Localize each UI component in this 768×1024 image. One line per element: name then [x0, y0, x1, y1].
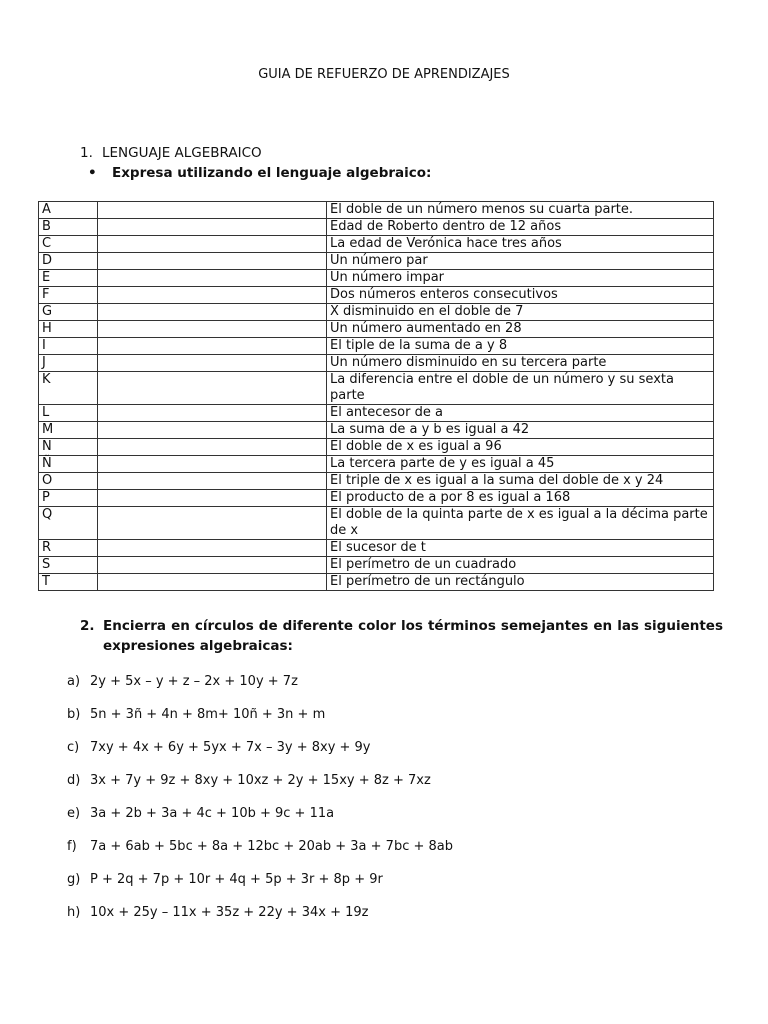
table-row [39, 338, 714, 355]
exercise-label: b) [67, 707, 81, 722]
answer-cell[interactable] [98, 236, 327, 253]
row-description: La suma de a y b es igual a 42 [327, 422, 714, 439]
row-description: La diferencia entre el doble de un número y su sexta parte [327, 372, 714, 405]
answer-cell[interactable] [98, 456, 327, 473]
exercise-label: g) [67, 872, 81, 887]
row-description: El doble de x es igual a 96 [327, 439, 714, 456]
row-letter: H [39, 321, 98, 338]
exercise-expression: 5n + 3ñ + 4n + 8m+ 10ñ + 3n + m [90, 707, 326, 722]
row-letter: D [39, 253, 98, 270]
exercise-item [67, 673, 453, 706]
exercise-item [67, 904, 453, 937]
row-description: Un número par [327, 253, 714, 270]
table-row [39, 422, 714, 439]
row-letter: Ñ [39, 456, 98, 473]
exercise-expression: 3a + 2b + 3a + 4c + 10b + 9c + 11a [90, 806, 335, 821]
algebraic-language-table [38, 201, 714, 591]
exercise-label: h) [67, 905, 81, 920]
bullet-icon: • [88, 165, 97, 181]
row-letter: O [39, 473, 98, 490]
table-row [39, 507, 714, 540]
exercise-expression: 10x + 25y – 11x + 35z + 22y + 34x + 19z [90, 905, 369, 920]
answer-cell[interactable] [98, 304, 327, 321]
row-description: Edad de Roberto dentro de 12 años [327, 219, 714, 236]
answer-cell[interactable] [98, 202, 327, 219]
row-description: El perímetro de un cuadrado [327, 557, 714, 574]
row-letter: A [39, 202, 98, 219]
row-letter: R [39, 540, 98, 557]
exercise-expression: P + 2q + 7p + 10r + 4q + 5p + 3r + 8p + 9r [90, 872, 383, 887]
row-description: El perímetro de un rectángulo [327, 574, 714, 591]
row-letter: M [39, 422, 98, 439]
exercise-item [67, 706, 453, 739]
table-row [39, 253, 714, 270]
table-row [39, 490, 714, 507]
row-letter: I [39, 338, 98, 355]
exercise-item [67, 739, 453, 772]
page-title: GUIA DE REFUERZO DE APRENDIZAJES [258, 67, 510, 82]
table-row [39, 219, 714, 236]
row-letter: F [39, 287, 98, 304]
answer-cell[interactable] [98, 372, 327, 405]
table-row [39, 287, 714, 304]
row-description: X disminuido en el doble de 7 [327, 304, 714, 321]
table-row [39, 321, 714, 338]
exercise-item [67, 871, 453, 904]
answer-cell[interactable] [98, 355, 327, 372]
row-description: El tiple de la suma de a y 8 [327, 338, 714, 355]
section-1-number: 1. [80, 145, 93, 161]
table-row [39, 439, 714, 456]
exercise-list [67, 673, 453, 937]
row-description: El doble de la quinta parte de x es igual a la décima parte de x [327, 507, 714, 540]
exercise-item [67, 772, 453, 805]
exercise-expression: 7a + 6ab + 5bc + 8a + 12bc + 20ab + 3a + 7bc + 8ab [90, 839, 453, 854]
table-row [39, 202, 714, 219]
row-letter: N [39, 439, 98, 456]
row-description: La edad de Verónica hace tres años [327, 236, 714, 253]
table-row [39, 540, 714, 557]
exercise-label: d) [67, 773, 81, 788]
row-letter: J [39, 355, 98, 372]
table-row [39, 405, 714, 422]
section-2-number: 2. [80, 618, 95, 634]
answer-cell[interactable] [98, 338, 327, 355]
answer-cell[interactable] [98, 574, 327, 591]
table-row [39, 270, 714, 287]
row-letter: Q [39, 507, 98, 540]
answer-cell[interactable] [98, 287, 327, 304]
exercise-item [67, 838, 453, 871]
table-row [39, 574, 714, 591]
row-description: El antecesor de a [327, 405, 714, 422]
answer-cell[interactable] [98, 473, 327, 490]
section-1-heading [80, 145, 262, 161]
table-row [39, 304, 714, 321]
section-2-heading [80, 616, 723, 656]
instruction-text: Expresa utilizando el lenguaje algebraico: [112, 165, 432, 181]
answer-cell[interactable] [98, 321, 327, 338]
row-description: La tercera parte de y es igual a 45 [327, 456, 714, 473]
table-row [39, 372, 714, 405]
table-row [39, 557, 714, 574]
exercise-expression: 7xy + 4x + 6y + 5yx + 7x – 3y + 8xy + 9y [90, 740, 371, 755]
answer-cell[interactable] [98, 270, 327, 287]
exercise-label: f) [67, 839, 77, 854]
row-letter: K [39, 372, 98, 405]
section-1-instruction [88, 165, 431, 181]
table-row [39, 473, 714, 490]
answer-cell[interactable] [98, 490, 327, 507]
answer-cell[interactable] [98, 219, 327, 236]
exercise-item [67, 805, 453, 838]
row-description: El producto de a por 8 es igual a 168 [327, 490, 714, 507]
answer-cell[interactable] [98, 253, 327, 270]
row-description: El sucesor de t [327, 540, 714, 557]
exercise-label: c) [67, 740, 80, 755]
row-description: El doble de un número menos su cuarta parte. [327, 202, 714, 219]
answer-cell[interactable] [98, 422, 327, 439]
row-description: Un número aumentado en 28 [327, 321, 714, 338]
row-letter: E [39, 270, 98, 287]
row-letter: P [39, 490, 98, 507]
section-2-instruction: Encierra en círculos de diferente color los términos semejantes en las siguientes expresiones algebraicas: [103, 618, 723, 654]
row-letter: B [39, 219, 98, 236]
row-letter: S [39, 557, 98, 574]
row-letter: C [39, 236, 98, 253]
answer-cell[interactable] [98, 557, 327, 574]
table-row [39, 236, 714, 253]
section-1-title: LENGUAJE ALGEBRAICO [102, 145, 262, 161]
table-row [39, 355, 714, 372]
row-description: El triple de x es igual a la suma del doble de x y 24 [327, 473, 714, 490]
answer-cell[interactable] [98, 439, 327, 456]
row-letter: G [39, 304, 98, 321]
row-letter: L [39, 405, 98, 422]
table-body [39, 202, 714, 591]
exercise-label: a) [67, 674, 81, 689]
exercise-label: e) [67, 806, 81, 821]
row-description: Un número disminuido en su tercera parte [327, 355, 714, 372]
answer-cell[interactable] [98, 507, 327, 540]
row-letter: T [39, 574, 98, 591]
exercise-expression: 2y + 5x – y + z – 2x + 10y + 7z [90, 674, 298, 689]
exercise-expression: 3x + 7y + 9z + 8xy + 10xz + 2y + 15xy + 8z + 7xz [90, 773, 431, 788]
row-description: Un número impar [327, 270, 714, 287]
answer-cell[interactable] [98, 540, 327, 557]
row-description: Dos números enteros consecutivos [327, 287, 714, 304]
answer-cell[interactable] [98, 405, 327, 422]
table-row [39, 456, 714, 473]
